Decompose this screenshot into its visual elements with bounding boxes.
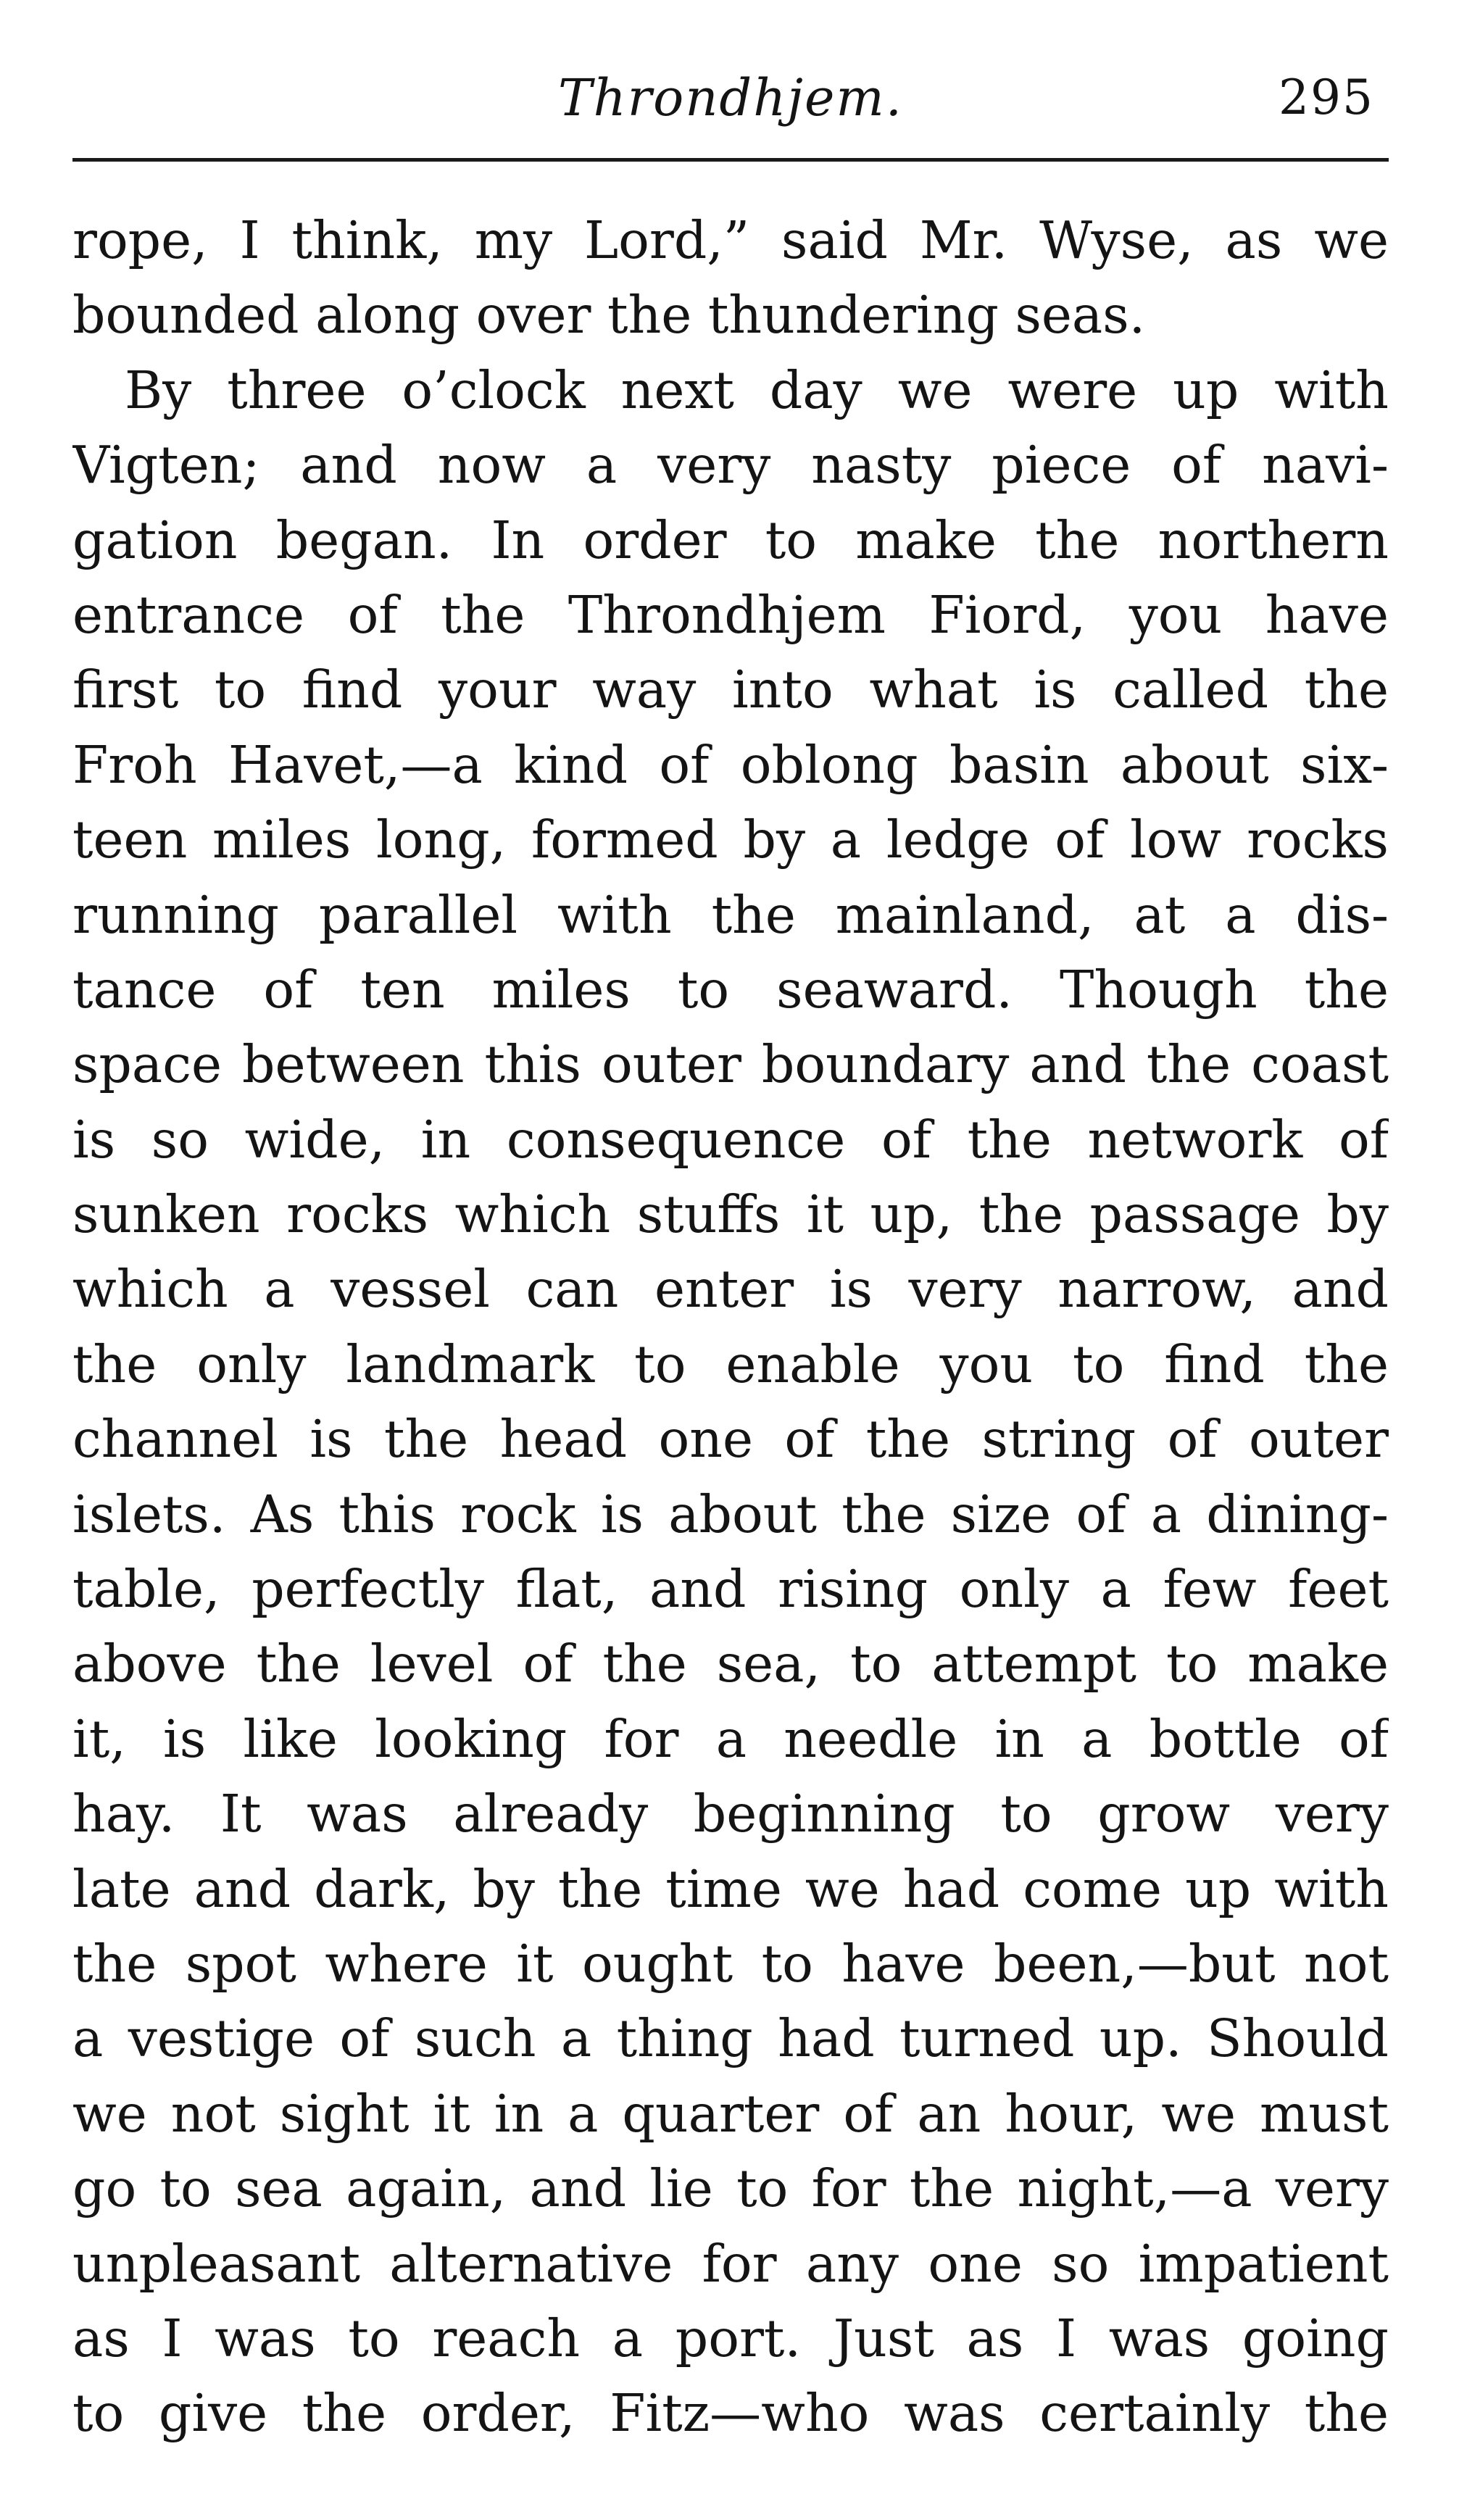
text-line: go to sea again, and lie to for the night,—a very <box>72 2158 1389 2219</box>
text-line: teen miles long, formed by a ledge of low rocks <box>72 810 1389 870</box>
text-line: running parallel with the mainland, at a dis- <box>72 884 1389 945</box>
text-line: space between this outer boundary and the coast <box>72 1034 1389 1095</box>
text-line: is so wide, in consequence of the network of <box>72 1109 1389 1170</box>
text-line: entrance of the Throndhjem Fiord, you have <box>72 584 1389 645</box>
text-line: sunken rocks which stuffs it up, the passage by <box>72 1184 1389 1245</box>
text-line: islets. As this rock is about the size of a dining- <box>72 1484 1389 1544</box>
text-line: bounded along over the thundering seas. <box>72 285 1146 346</box>
text-line: which a vessel can enter is very narrow, and <box>72 1259 1389 1320</box>
page-number: 295 <box>1279 70 1374 125</box>
text-line: table, perfectly flat, and rising only a few feet <box>72 1559 1389 1620</box>
body-text <box>72 203 1389 2451</box>
text-line: By three o’clock next day we were up with <box>125 359 1389 420</box>
text-line: the spot where it ought to have been,—but not <box>72 1933 1389 1994</box>
text-line: we not sight it in a quarter of an hour, we must <box>72 2083 1389 2144</box>
text-line: unpleasant alternative for any one so impatient <box>72 2233 1389 2294</box>
running-head <box>72 32 1389 133</box>
text-line: late and dark, by the time we had come up with <box>72 1858 1389 1919</box>
running-title: Throndhjem. <box>557 68 904 128</box>
text-line: it, is like looking for a needle in a bottle of <box>72 1708 1389 1769</box>
text-line: first to find your way into what is called the <box>72 660 1389 720</box>
text-line: a vestige of such a thing had turned up. Should <box>72 2008 1389 2069</box>
text-line: tance of ten miles to seaward. Though the <box>72 959 1389 1020</box>
text-line: hay. It was already beginning to grow very <box>72 1784 1389 1845</box>
text-line: above the level of the sea, to attempt to make <box>72 1634 1389 1694</box>
text-line: channel is the head one of the string of outer <box>72 1409 1389 1470</box>
header-rule <box>72 158 1389 162</box>
text-line: to give the order, Fitz—who was certainly the <box>72 2383 1389 2444</box>
text-line: rope, I think, my Lord,” said Mr. Wyse, as we <box>72 210 1389 270</box>
text-line: Vigten; and now a very nasty piece of navi- <box>72 435 1389 496</box>
text-line: gation began. In order to make the northern <box>72 510 1389 570</box>
text-line: Froh Havet,—a kind of oblong basin about six- <box>72 734 1389 795</box>
text-line: the only landmark to enable you to find the <box>72 1334 1389 1394</box>
text-line: as I was to reach a port. Just as I was going <box>72 2308 1389 2369</box>
